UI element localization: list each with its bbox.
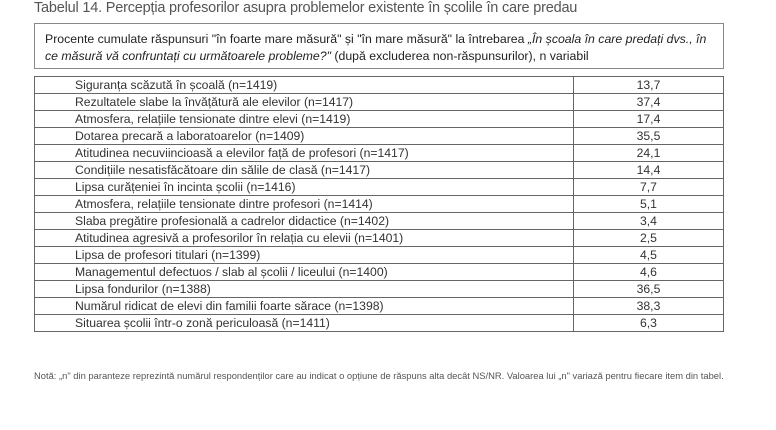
row-value: 2,5	[574, 230, 724, 247]
row-label: Siguranța scăzută în școală (n=1419)	[35, 77, 574, 94]
row-label: Atmosfera, relațiile tensionate dintre elevi (n=1419)	[35, 111, 574, 128]
table-row	[35, 128, 724, 145]
row-value: 14,4	[574, 162, 724, 179]
row-value: 4,5	[574, 247, 724, 264]
row-value: 13,7	[574, 77, 724, 94]
row-label: Dotarea precară a laboratoarelor (n=1409)	[35, 128, 574, 145]
row-value: 7,7	[574, 179, 724, 196]
data-table	[34, 76, 724, 332]
row-value: 3,4	[574, 213, 724, 230]
table-row	[35, 77, 724, 94]
row-label: Atitudinea agresivă a profesorilor în relația cu elevii (n=1401)	[35, 230, 574, 247]
header-note: (după excluderea non-răspunsurilor), n variabil	[330, 49, 589, 63]
row-label: Managementul defectuos / slab al școlii / liceului (n=1400)	[35, 264, 574, 281]
row-label: Lipsa curățeniei în incinta școlii (n=1416)	[35, 179, 574, 196]
row-value: 37,4	[574, 94, 724, 111]
row-value: 4,6	[574, 264, 724, 281]
row-label: Condițiile nesatisfăcătoare din sălile de clasă (n=1417)	[35, 162, 574, 179]
row-label: Lipsa de profesori titulari (n=1399)	[35, 247, 574, 264]
table-title: Tabelul 14. Percepția profesorilor asupra problemelor existente în școlile în care predau	[34, 0, 578, 16]
row-value: 24,1	[574, 145, 724, 162]
row-value: 36,5	[574, 281, 724, 298]
row-label: Rezultatele slabe la învățătură ale elevilor (n=1417)	[35, 94, 574, 111]
table-row	[35, 162, 724, 179]
row-value: 17,4	[574, 111, 724, 128]
header-question: „În școala în care predați dvs., în ce măsură vă confruntați cu următoarele probleme?"	[45, 32, 707, 63]
table-row	[35, 94, 724, 111]
table-row	[35, 247, 724, 264]
table-row	[35, 145, 724, 162]
row-value: 35,5	[574, 128, 724, 145]
row-label: Lipsa fondurilor (n=1388)	[35, 281, 574, 298]
table-row	[35, 281, 724, 298]
row-label: Numărul ridicat de elevi din familii foarte sărace (n=1398)	[35, 298, 574, 315]
table-row	[35, 179, 724, 196]
row-label: Atitudinea necuviincioasă a elevilor față de profesori (n=1417)	[35, 145, 574, 162]
header-text: Procente cumulate răspunsuri "în foarte mare măsură" și "în mare măsură" la întrebarea	[45, 32, 528, 46]
table-row	[35, 213, 724, 230]
table-row	[35, 230, 724, 247]
row-label: Situarea școlii într-o zonă periculoasă (n=1411)	[35, 315, 574, 332]
table-row	[35, 111, 724, 128]
table-row	[35, 298, 724, 315]
row-value: 5,1	[574, 196, 724, 213]
table-row	[35, 196, 724, 213]
table-header	[34, 23, 724, 69]
row-value: 38,3	[574, 298, 724, 315]
row-value: 6,3	[574, 315, 724, 332]
row-label: Slaba pregătire profesională a cadrelor didactice (n=1402)	[35, 213, 574, 230]
table-row	[35, 264, 724, 281]
row-label: Atmosfera, relațiile tensionate dintre profesori (n=1414)	[35, 196, 574, 213]
footnote: Notă: „n" din paranteze reprezintă numărul respondenților care au indicat o opțiune de răspuns alta decât NS/NR. Valoarea lui „n" variază pentru fiecare item din tabel.	[34, 370, 724, 381]
table-row	[35, 315, 724, 332]
